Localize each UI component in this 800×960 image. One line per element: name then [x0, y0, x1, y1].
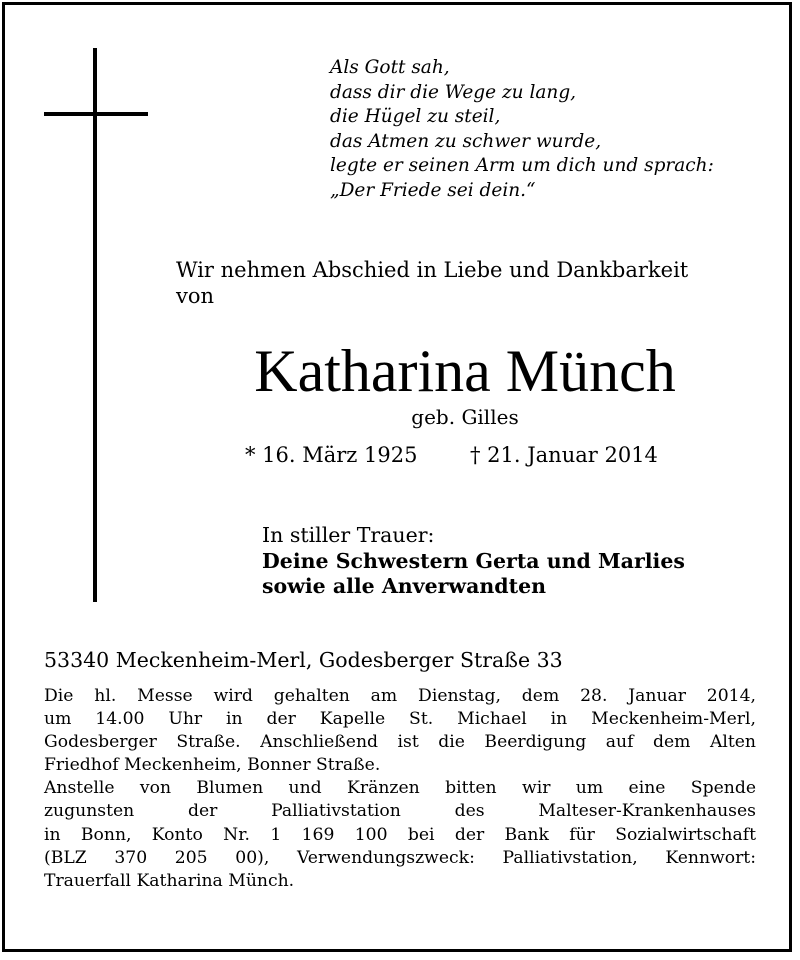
poem-line: dass dir die Wege zu lang, — [330, 81, 577, 103]
info-line: um 14.00 Uhr in der Kapelle St. Michael in Meckenheim-Merl, — [44, 709, 756, 730]
death-date: † 21. Januar 2014 — [470, 443, 658, 467]
mourners — [262, 523, 685, 600]
info-line: Die hl. Messe wird gehalten am Dienstag, dem 28. Januar 2014, — [44, 686, 756, 706]
info-line: (BLZ 370 205 00), Verwendungszweck: Palliativstation, Kennwort: — [44, 847, 756, 868]
mourners-line: Deine Schwestern Gerta und Marlies — [262, 548, 685, 573]
poem-line: legte er seinen Arm um dich und sprach: — [330, 155, 714, 176]
info-line: zugunsten der Palliativstation des Malteser-Krankenhauses — [44, 801, 756, 822]
poem-line: das Atmen zu schwer wurde, — [330, 130, 602, 152]
poem-line: die Hügel zu steil, — [330, 106, 501, 127]
poem-line: Als Gott sah, — [330, 57, 450, 78]
address: 53340 Meckenheim-Merl, Godesberger Straße 33 — [44, 648, 563, 672]
mourners-intro: In stiller Trauer: — [262, 523, 435, 547]
info-line: Godesberger Straße. Anschließend ist die Beerdigung auf dem Alten — [44, 732, 756, 753]
farewell-line: von — [176, 284, 215, 308]
poem — [330, 56, 714, 203]
info-line: Anstelle von Blumen und Kränzen bitten wir um eine Spende — [44, 778, 756, 799]
info-line: Friedhof Meckenheim, Bonner Straße. — [44, 755, 381, 776]
poem-line: „Der Friede sei dein.“ — [330, 179, 536, 201]
born-name: geb. Gilles — [411, 405, 519, 429]
info-line: Trauerfall Katharina Münch. — [44, 870, 295, 891]
mourners-line: sowie alle Anverwandten — [262, 574, 547, 598]
info-line: in Bonn, Konto Nr. 1 169 100 bei der Bank für Sozialwirtschaft — [44, 824, 756, 845]
service-info — [44, 685, 756, 893]
birth-date: * 16. März 1925 — [245, 443, 418, 467]
farewell-line: Wir nehmen Abschied in Liebe und Dankbarkeit — [176, 258, 689, 282]
farewell-text — [176, 257, 688, 309]
cross-icon — [93, 48, 97, 602]
deceased-name: Katharina Münch — [254, 338, 676, 404]
cross-icon-bar — [44, 112, 148, 116]
